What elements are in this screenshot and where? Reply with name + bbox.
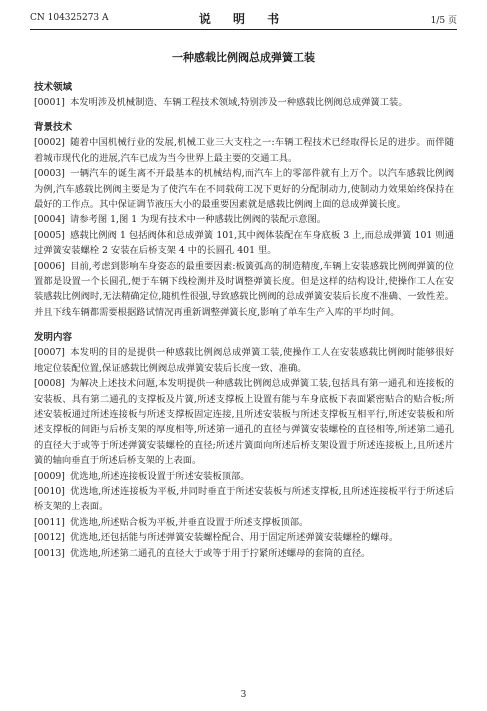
paragraph-text: 优选地,还包括能与所述弹簧安装螺栓配合、用于固定所述弹簧安装螺栓的螺母。: [70, 532, 399, 544]
paragraph-number: [0011]: [34, 516, 65, 528]
paragraph-number: [0009]: [34, 470, 65, 482]
document-title: 一种感载比例阀总成弹簧工装: [172, 51, 315, 64]
paragraph-text: 感载比例阀 1 包括阀体和总成弹簧 101,其中阀体装配在车身底板 3 上,而总成弹簧 101 则通过弹簧安装螺栓 2 安装在后桥支架 4 中的长圆孔 401 里。: [34, 229, 454, 257]
paragraph-text: 本发明涉及机械制造、车辆工程技术领域,特别涉及一种感载比例阀总成弹簧工装。: [70, 97, 408, 108]
paragraph-number: [0003]: [34, 168, 65, 180]
paragraph-text: 为解决上述技术问题,本发明提供一种感载比例阀总成弹簧工装,包括具有第一通孔和连接板的安装板、具有第二通孔的支撑板及片簧,所述支撑板上设置有能与车身底板下表面紧密贴合的贴合板;所述安装板通过所述连接板与所述支撑板固定连接,且所述安装板与所述支撑板互相平行,所述安装板和所述支撑板的间距与后桥支架的厚度相等,所述第一通孔的直径与弹簧安装螺栓的直径相等,所述第二通孔的直径大于或等于所述弹簧安装螺栓的直径;所述片簧面向所述后桥支架设置于所述连接板上,且所述片簧的轴向垂直于所述后桥支架的上表面。: [34, 378, 454, 467]
paragraph: [34, 166, 454, 212]
paragraph-number: [0008]: [34, 378, 65, 390]
paragraph: [34, 212, 454, 227]
paragraph: [34, 469, 454, 484]
paragraph: [34, 345, 454, 376]
publication-number: CN 104325273 A: [30, 13, 109, 23]
paragraph-text: 本发明的目的是提供一种感载比例阀总成弹簧工装,使操作工人在安装感载比例阀时能够很好地定位装配位置,保证感载比例阀总成弹簧安装后长度一致、准确。: [34, 347, 454, 374]
header-divider: [30, 29, 457, 30]
document-type-heading: 说 明 书: [198, 12, 289, 26]
section-heading: 背景技术: [34, 122, 73, 134]
paragraph-number: [0004]: [34, 214, 65, 226]
paragraph: [34, 135, 454, 166]
page-number: 3: [240, 690, 247, 700]
paragraph-number: [0006]: [34, 260, 65, 272]
paragraph-number: [0013]: [34, 547, 65, 559]
paragraph-text: 优选地,所述第二通孔的直径大于或等于用于拧紧所述螺母的套筒的直径。: [70, 547, 371, 559]
paragraph-text: 优选地,所述连接板设置于所述安装板顶部。: [70, 470, 250, 482]
paragraph-text: 一辆汽车的诞生离不开最基本的机械结构,而汽车上的零部件就有上万个。以汽车感载比例阀为例,汽车感载比例阀主要是为了使汽车在不同载荷工况下更好的分配制动力,使制动力效果始终保持在最好的工作点。其中保证调节液压大小的最重要因素就是感载比例阀上面的总成弹簧长度。: [34, 168, 454, 211]
paragraph: [34, 95, 454, 110]
page-indicator: 1/5 页: [430, 16, 457, 26]
section-heading: 技术领域: [34, 82, 73, 93]
paragraph-number: [0001]: [34, 97, 65, 108]
paragraph: [34, 530, 454, 545]
paragraph: [34, 546, 454, 561]
paragraph-text: 请参考图 1,图 1 为现有技术中一种感载比例阀的装配示意图。: [70, 214, 327, 226]
paragraph-text: 目前,考虑到影响车身姿态的最重要因素:板簧弧高的制造精度,车辆上安装感载比例阀弹簧的位置都是设置一个长圆孔,便于车辆下线检测并及时调整弹簧长度。但是这样的结构设计,使操作工人在安装感载比例阀时,无法精确定位,随机性很强,导致感载比例阀的总成弹簧安装后长度不准确、一致性差。并且下线车辆都需要根据路试情况再重新调整弹簧长度,影响了单车生产入库的平均时间。: [34, 260, 454, 318]
paragraph: [34, 228, 454, 259]
paragraph-text: 优选地,所述贴合板为平板,并垂直设置于所述支撑板顶部。: [70, 516, 309, 528]
paragraph-number: [0002]: [34, 137, 65, 149]
paragraph: [34, 484, 454, 515]
paragraph-text: 优选地,所述连接板为平板,并同时垂直于所述安装板与所述支撑板,且所述连接板平行于所述后桥支架的上表面。: [34, 485, 454, 513]
paragraph-number: [0007]: [34, 347, 65, 359]
document-body: [34, 80, 454, 561]
paragraph-number: [0010]: [34, 485, 65, 497]
paragraph-number: [0005]: [34, 229, 65, 241]
section-heading: 发明内容: [34, 332, 73, 344]
paragraph-number: [0012]: [34, 532, 65, 544]
paragraph: [34, 515, 454, 530]
paragraph-text: 随着中国机械行业的发展,机械工业三大支柱之一:车辆工程技术已经取得长足的进步。而伴随着城市现代化的进展,汽车已成为当今世界上最主要的交通工具。: [34, 137, 454, 164]
paragraph: [34, 259, 454, 321]
paragraph: [34, 376, 454, 468]
